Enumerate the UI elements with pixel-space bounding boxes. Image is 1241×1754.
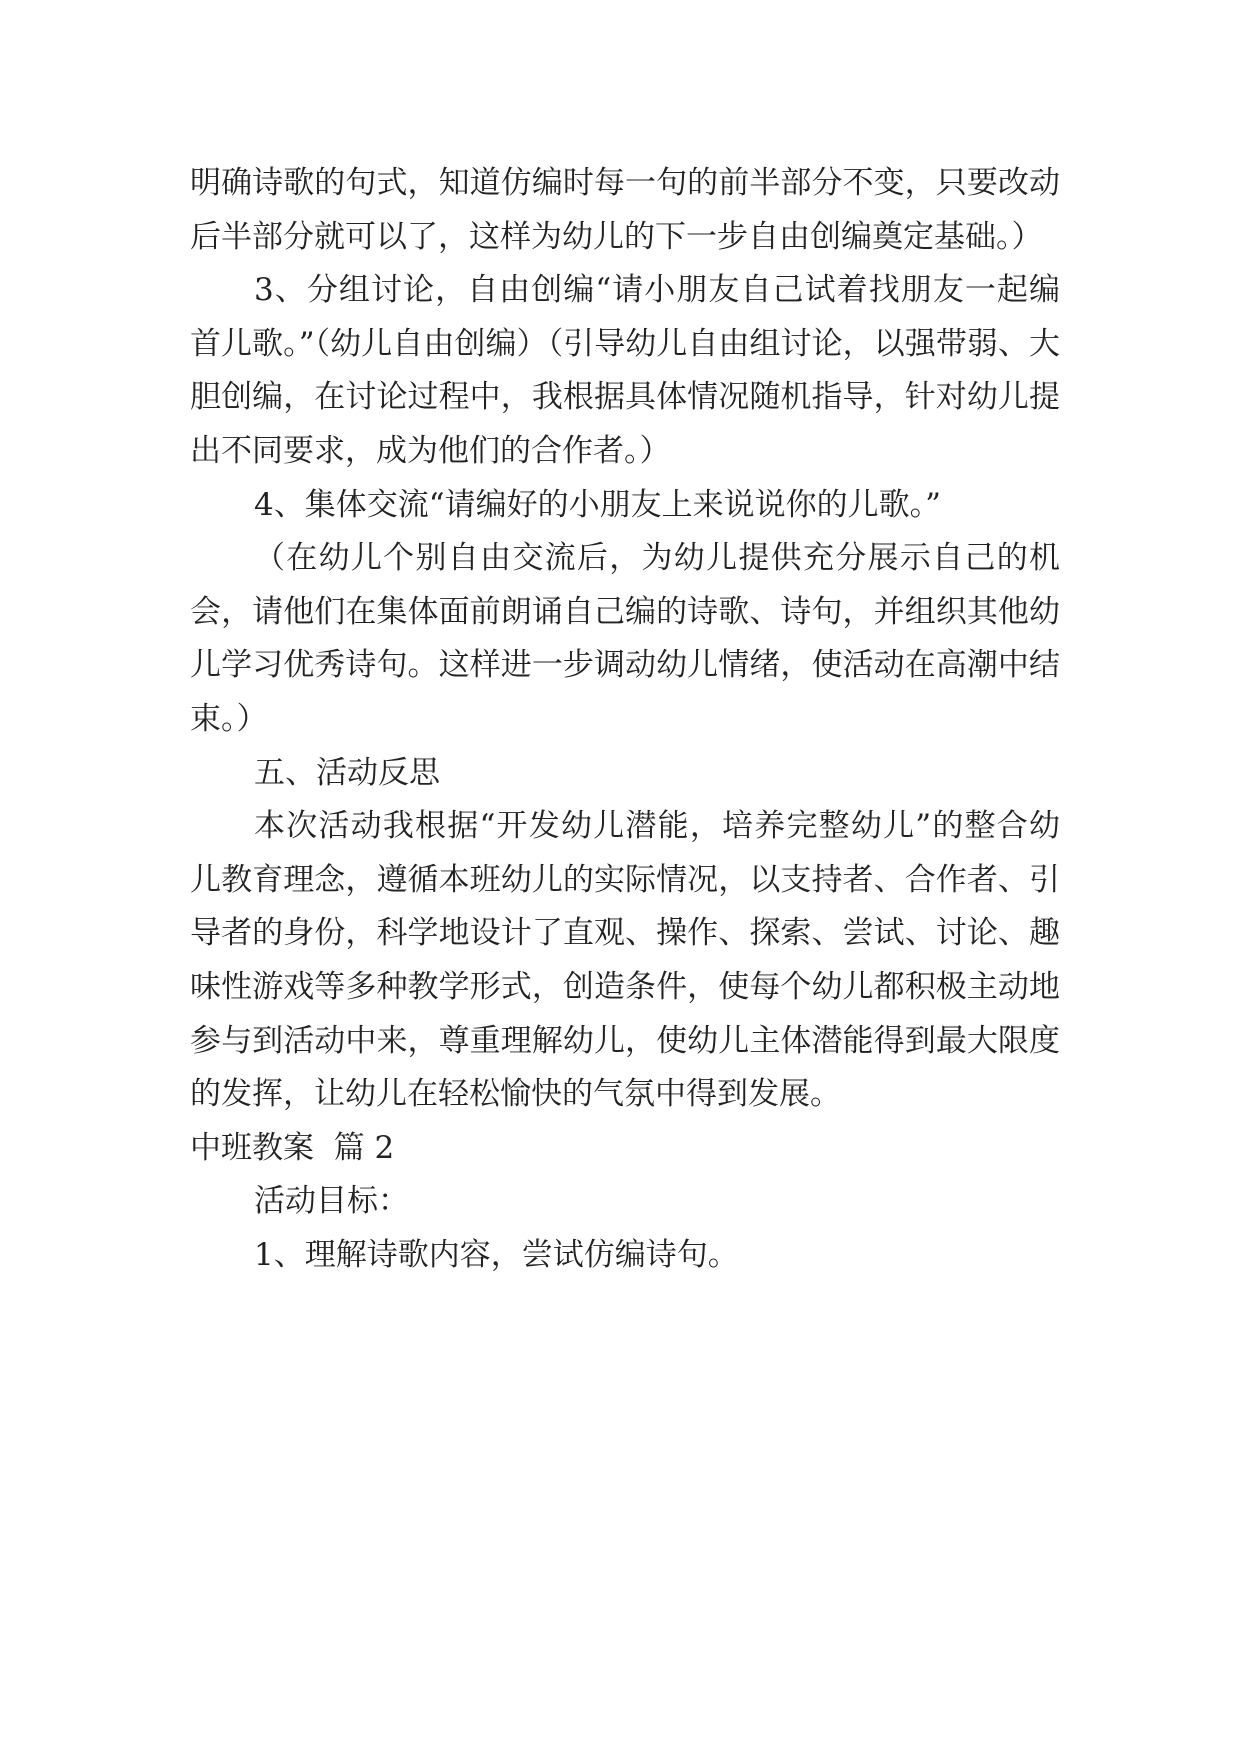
paragraph-reflection: 本次活动我根据“开发幼儿潜能，培养完整幼儿”的整合幼儿教育理念，遵循本班幼儿的实际情况，以支持者、合作者、引导者的身份，科学地设计了直观、操作、探索、尝试、讨论、趣味性游戏等多种教学形式，创造条件，使每个幼儿都积极主动地参与到活动中来，尊重理解幼儿，使幼儿主体潜能得到最大限度的发挥，让幼儿在轻松愉快的气氛中得到发展。 (190, 808, 1060, 1113)
document-body (190, 157, 1060, 1282)
section-heading: 中班教案 篇 2 (190, 1129, 395, 1166)
paragraph-group-discussion: 3、分组讨论，自由创编“请小朋友自己试着找朋友一起编首儿歌。”（幼儿自由创编）（引导幼儿自由组讨论，以强带弱、大胆创编，在讨论过程中，我根据具体情况随机指导，针对幼儿提出不同要求，成为他们的合作者。） (190, 272, 1060, 469)
paragraph-goal-1: 1、理解诗歌内容，尝试仿编诗句。 (254, 1236, 739, 1273)
paragraph-collective-exchange: 4、集体交流“请编好的小朋友上来说说你的儿歌。” (254, 486, 941, 523)
heading-activity-reflection: 五、活动反思 (254, 754, 440, 791)
paragraph-continuation: 明确诗歌的句式，知道仿编时每一句的前半部分不变，只要改动后半部分就可以了，这样为幼儿的下一步自由创编奠定基础。） (190, 165, 1060, 255)
paragraph-exchange-note: （在幼儿个别自由交流后，为幼儿提供充分展示自己的机会，请他们在集体面前朗诵自己编的诗歌、诗句，并组织其他幼儿学习优秀诗句。这样进一步调动幼儿情绪，使活动在高潮中结束。） (190, 540, 1060, 737)
heading-activity-goals: 活动目标： (254, 1183, 409, 1220)
